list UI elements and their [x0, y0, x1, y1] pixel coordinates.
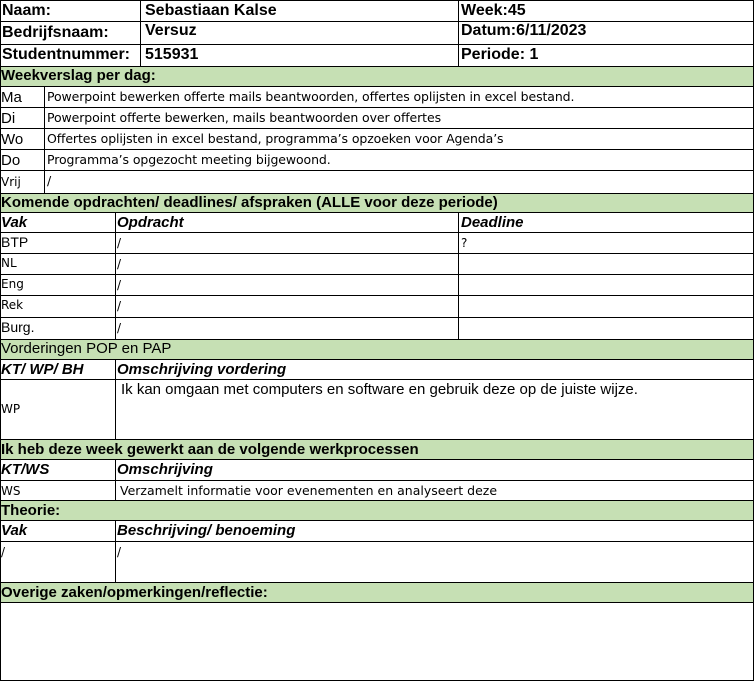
grid-line — [0, 149, 754, 150]
section-title-assignments: Komende opdrachten/ deadlines/ afspraken (ALLE voor deze periode) — [1, 194, 498, 211]
section-fill-theory — [0, 500, 754, 520]
grid-line — [0, 480, 754, 481]
column-header-deadline: Deadline — [461, 214, 524, 231]
day-label: Ma — [1, 89, 22, 106]
grid-line — [0, 439, 754, 440]
grid-line — [0, 582, 754, 583]
subject-cell: NL — [1, 256, 17, 270]
grid-line — [0, 128, 754, 129]
grid-line — [115, 459, 116, 500]
grid-line — [0, 0, 754, 1]
section-title-other: Overige zaken/opmerkingen/reflectie: — [1, 584, 268, 601]
assignment-cell: / — [117, 236, 122, 250]
progress-code: WP — [1, 402, 21, 416]
day-text: Offertes oplijsten in excel bestand, programma’s opzoeken voor Agenda’s — [47, 131, 504, 146]
column-header-vak: Vak — [1, 214, 28, 231]
grid-line — [0, 86, 754, 87]
grid-line — [458, 212, 459, 339]
grid-line — [0, 295, 754, 296]
name-value: Sebastiaan Kalse — [145, 2, 277, 19]
grid-line — [115, 520, 116, 582]
grid-line — [0, 500, 754, 501]
assignment-cell: / — [117, 257, 122, 271]
day-label: Do — [1, 152, 21, 169]
name-label: Naam: — [2, 2, 51, 19]
column-header-vak: Vak — [1, 522, 28, 539]
day-text: Powerpoint bewerken offerte mails beantwoorden, offertes oplijsten in excel bestand. — [47, 89, 575, 104]
grid-line — [0, 317, 754, 318]
day-text: / — [47, 173, 52, 188]
day-label: Di — [1, 110, 16, 127]
grid-line — [0, 602, 754, 603]
subject-cell: Burg. — [1, 319, 35, 335]
student-number-value: 515931 — [145, 46, 199, 63]
subject-cell: BTP — [1, 234, 29, 250]
company-value: Versuz — [145, 22, 197, 39]
grid-line — [0, 21, 754, 22]
date: Datum:6/11/2023 — [461, 22, 587, 39]
work-process-code: WS — [1, 484, 21, 498]
grid-line — [458, 0, 459, 66]
subject-cell: Rek — [1, 298, 24, 312]
grid-line — [115, 359, 116, 439]
grid-line — [44, 86, 45, 193]
grid-line — [0, 379, 754, 380]
grid-line — [115, 212, 116, 339]
grid-line — [0, 232, 754, 233]
grid-line — [0, 107, 754, 108]
column-header-code: KT/WS — [1, 461, 50, 478]
grid-line — [0, 170, 754, 171]
period: Periode: 1 — [461, 46, 539, 63]
section-title-progress: Vorderingen POP en PAP — [1, 340, 172, 357]
grid-line — [0, 212, 754, 213]
day-label: Vrij — [1, 175, 21, 189]
grid-line — [0, 359, 754, 360]
column-header-description: Omschrijving vordering — [117, 361, 287, 378]
theory-description: / — [117, 545, 122, 559]
assignment-cell: / — [117, 321, 122, 335]
assignment-cell: / — [117, 299, 122, 313]
day-text: Powerpoint offerte bewerken, mails beantwoorden over offertes — [47, 110, 441, 125]
column-header-description: Beschrijving/ benoeming — [117, 522, 296, 539]
day-label: Wo — [1, 131, 24, 148]
deadline-cell: ? — [461, 236, 468, 250]
theory-subject: / — [1, 545, 6, 559]
work-process-description: Verzamelt informatie voor evenementen en analyseert deze — [120, 483, 498, 498]
section-title-work-processes: Ik heb deze week gewerkt aan de volgende werkprocessen — [1, 441, 419, 458]
section-title-weekly-report: Weekverslag per dag: — [1, 67, 156, 84]
week-number: Week:45 — [461, 2, 526, 19]
subject-cell: Eng — [1, 277, 24, 291]
grid-line — [0, 541, 754, 542]
student-number-label: Studentnummer: — [2, 46, 130, 63]
column-header-opdracht: Opdracht — [117, 214, 184, 231]
assignment-cell: / — [117, 278, 122, 292]
grid-line — [0, 253, 754, 254]
day-text: Programma’s opgezocht meeting bijgewoond. — [47, 152, 331, 167]
column-header-code: KT/ WP/ BH — [1, 361, 84, 378]
company-label: Bedrijfsnaam: — [2, 24, 109, 41]
grid-line — [0, 520, 754, 521]
grid-line — [0, 459, 754, 460]
progress-description: Ik kan omgaan met computers en software en gebruik deze op de juiste wijze. — [121, 381, 638, 398]
column-header-description: Omschrijving — [117, 461, 213, 478]
grid-line — [0, 44, 754, 45]
section-title-theory: Theorie: — [1, 502, 61, 519]
grid-line — [0, 274, 754, 275]
grid-line — [140, 0, 141, 66]
